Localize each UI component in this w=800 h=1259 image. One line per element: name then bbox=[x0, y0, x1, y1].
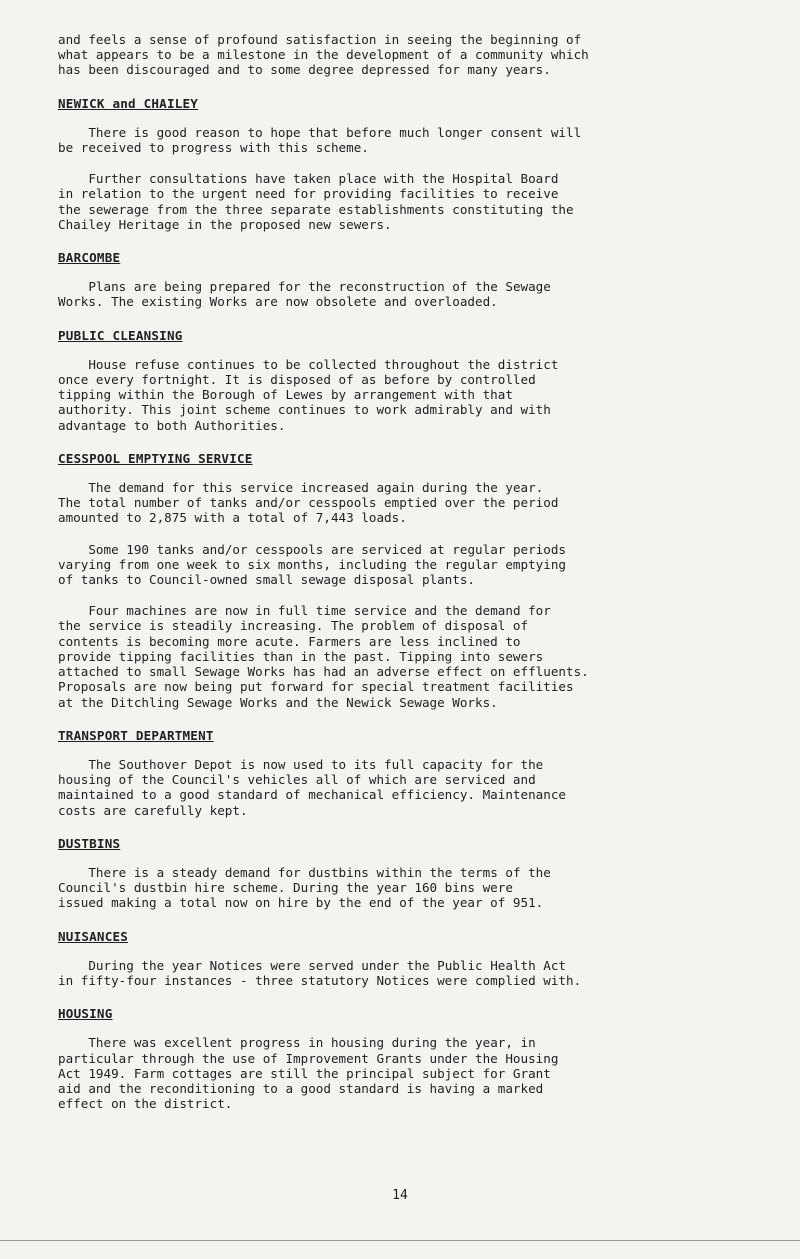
section-paragraph: House refuse continues to be collected throughout the district once every fortnight. It is disposed of as before by controlled tipping within the Borough of Lewes by arrangement with that authority. This joint scheme continues to work admirably and with advantage to both Authorities. bbox=[58, 356, 559, 433]
section-paragraph: There is good reason to hope that before much longer consent will be received to progress with this scheme. bbox=[58, 124, 582, 156]
section-heading: CESSPOOL EMPTYING SERVICE bbox=[58, 450, 253, 466]
section-paragraph: Some 190 tanks and/or cesspools are serviced at regular periods varying from one week to six months, including the regular emptying of tanks to Council-owned small sewage disposal plants. bbox=[58, 541, 567, 588]
section-paragraph: There was excellent progress in housing during the year, in particular through the use of Improvement Grants under the Housing Act 1949. Farm cottages are still the principal subject for Grant aid and the reconditioning to a good standard is having a marked effect on the district. bbox=[58, 1035, 559, 1112]
section-cesspool-emptying bbox=[58, 451, 740, 710]
section-heading: NUISANCES bbox=[58, 928, 129, 944]
section-housing bbox=[58, 1006, 740, 1111]
section-heading: BARCOMBE bbox=[58, 250, 121, 266]
section-newick-chailey bbox=[58, 96, 740, 232]
section-paragraph: Further consultations have taken place with the Hospital Board in relation to the urgent need for providing facilities to receive the sewerage from the three separate establishments constituting the Chailey Heritage in the proposed new sewers. bbox=[58, 171, 574, 232]
intro-paragraph: and feels a sense of profound satisfaction in seeing the beginning of what appears to be a milestone in the development of a community which has been discouraged and to some degree depressed for many years. bbox=[58, 32, 589, 78]
section-barcombe bbox=[58, 250, 740, 310]
section-public-cleansing bbox=[58, 328, 740, 433]
section-paragraph: The Southover Depot is now used to its full capacity for the housing of the Council's vehicles all of which are serviced and maintained to a good standard of mechanical efficiency. Maintenance costs are carefully kept. bbox=[58, 756, 566, 818]
section-heading: PUBLIC CLEANSING bbox=[58, 327, 183, 343]
section-heading: DUSTBINS bbox=[58, 835, 121, 851]
section-paragraph: Plans are being prepared for the reconstruction of the Sewage Works. The existing Works are now obsolete and overloaded. bbox=[58, 279, 551, 310]
page-edge-divider bbox=[0, 1240, 800, 1241]
section-nuisances bbox=[58, 929, 740, 989]
section-paragraph: Four machines are now in full time service and the demand for the service is steadily increasing. The problem of disposal of contents is becoming more acute. Farmers are less inclined to provide tipping facilities than in the past. Tipping into sewers attached to small Sewage Works has had an adverse effect on effluents. Proposals are now being put forward for special treatment facilities at the Ditchling Sewage Works and the Newick Sewage Works. bbox=[58, 603, 589, 710]
section-paragraph: There is a steady demand for dustbins within the terms of the Council's dustbin hire scheme. During the year 160 bins were issued making a total now on hire by the end of the year of 951. bbox=[58, 864, 551, 911]
section-dustbins bbox=[58, 836, 740, 911]
section-transport-department bbox=[58, 728, 740, 818]
section-paragraph: During the year Notices were served under the Public Health Act in fifty-four instances - three statutory Notices were complied with. bbox=[58, 957, 582, 988]
section-paragraph: The demand for this service increased again during the year. The total number of tanks and/or cesspools emptied over the period amounted to 2,875 with a total of 7,443 loads. bbox=[58, 480, 559, 526]
section-heading: HOUSING bbox=[58, 1006, 113, 1022]
section-heading: NEWICK and CHAILEY bbox=[58, 95, 199, 111]
section-heading: TRANSPORT DEPARTMENT bbox=[58, 727, 214, 743]
page-number: 14 bbox=[392, 1188, 408, 1203]
